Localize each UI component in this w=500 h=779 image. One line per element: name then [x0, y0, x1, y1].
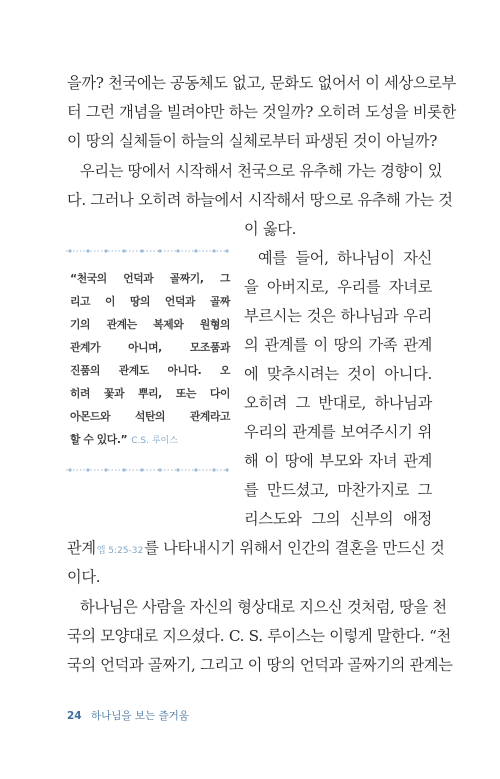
- body-line: 우리는 땅에서 시작해서 천국으로 유추해 가는 경향이 있: [80, 162, 443, 180]
- running-title: 하나님을 보는 즐거움: [90, 710, 189, 722]
- body-text: 관계: [67, 539, 96, 557]
- body-line: 이다.: [67, 568, 101, 586]
- pullquote-last-line: [70, 431, 230, 450]
- pullquote-bottom-divider: [66, 464, 230, 476]
- pullquote-line: 관계가 아니며, 모조품과: [70, 341, 230, 354]
- pullquote: [70, 270, 230, 460]
- body-line: 를 만드셨고, 마찬가지로 그: [244, 481, 432, 499]
- pullquote-line: 히려 꽃과 뿌리, 또는 다이: [70, 387, 230, 400]
- body-line: 리스도와 그의 신부의 애정: [244, 510, 432, 528]
- pullquote-line: 진품의 관계도 아니다. 오: [70, 364, 230, 377]
- pullquote-attribution: C.S. 루이스: [131, 436, 178, 446]
- body-line: 이 땅의 실체들이 하늘의 실체로부터 파생된 것이 아닐까?: [67, 132, 438, 150]
- pullquote-line: 할 수 있다.”: [70, 433, 128, 446]
- body-line: 을까? 천국에는 공동체도 없고, 문화도 없어서 이 세상으로부: [67, 74, 456, 92]
- body-line: 이 옳다.: [244, 220, 297, 238]
- body-line: 하나님은 사람을 자신의 형상대로 지으신 것처럼, 땅을 천: [80, 598, 447, 616]
- body-line: 해 이 땅에 부모와 자녀 관계: [244, 452, 432, 470]
- body-text: 를 나타내시기 위해서 인간의 결혼을 만드신 것: [144, 539, 445, 557]
- body-line: 국의 모양대로 지으셨다. C. S. 루이스는 이렇게 말한다. “천: [67, 627, 451, 645]
- body-line: 의 관계를 이 땅의 가족 관계: [244, 336, 432, 354]
- pullquote-line: “천국의 언덕과 골짜기, 그: [70, 272, 230, 285]
- body-line-with-reference: [67, 538, 445, 561]
- dotted-divider-icon: [66, 245, 230, 257]
- page-footer: [67, 708, 189, 723]
- pullquote-top-divider: [66, 245, 230, 257]
- body-line: 우리의 관계를 보여주시기 위: [244, 423, 432, 441]
- body-line: 에 맞추시려는 것이 아니다.: [244, 365, 432, 383]
- body-line: 부르시는 것은 하나님과 우리: [244, 307, 432, 325]
- page-number: 24: [67, 710, 82, 722]
- pullquote-line: 기의 관계는 복제와 원형의: [70, 318, 230, 331]
- body-line: 예를 들어, 하나님이 자신: [258, 249, 432, 267]
- body-line: 을 아버지로, 우리를 자녀로: [244, 278, 432, 296]
- body-line: 오히려 그 반대로, 하나님과: [244, 394, 432, 412]
- pullquote-line: 리고 이 땅의 언덕과 골짜: [70, 295, 230, 308]
- body-line: 터 그런 개념을 빌려야만 하는 것일까? 오히려 도성을 비롯한: [67, 103, 456, 121]
- pullquote-line: 아몬드와 석탄의 관계라고: [70, 410, 230, 423]
- scripture-reference: 엡 5:25-32: [96, 546, 144, 556]
- body-line: 다. 그러나 오히려 하늘에서 시작해서 땅으로 유추해 가는 것: [67, 191, 453, 209]
- dotted-divider-icon: [66, 464, 230, 476]
- body-line: 국의 언덕과 골짜기, 그리고 이 땅의 언덕과 골짜기의 관계는: [67, 656, 453, 674]
